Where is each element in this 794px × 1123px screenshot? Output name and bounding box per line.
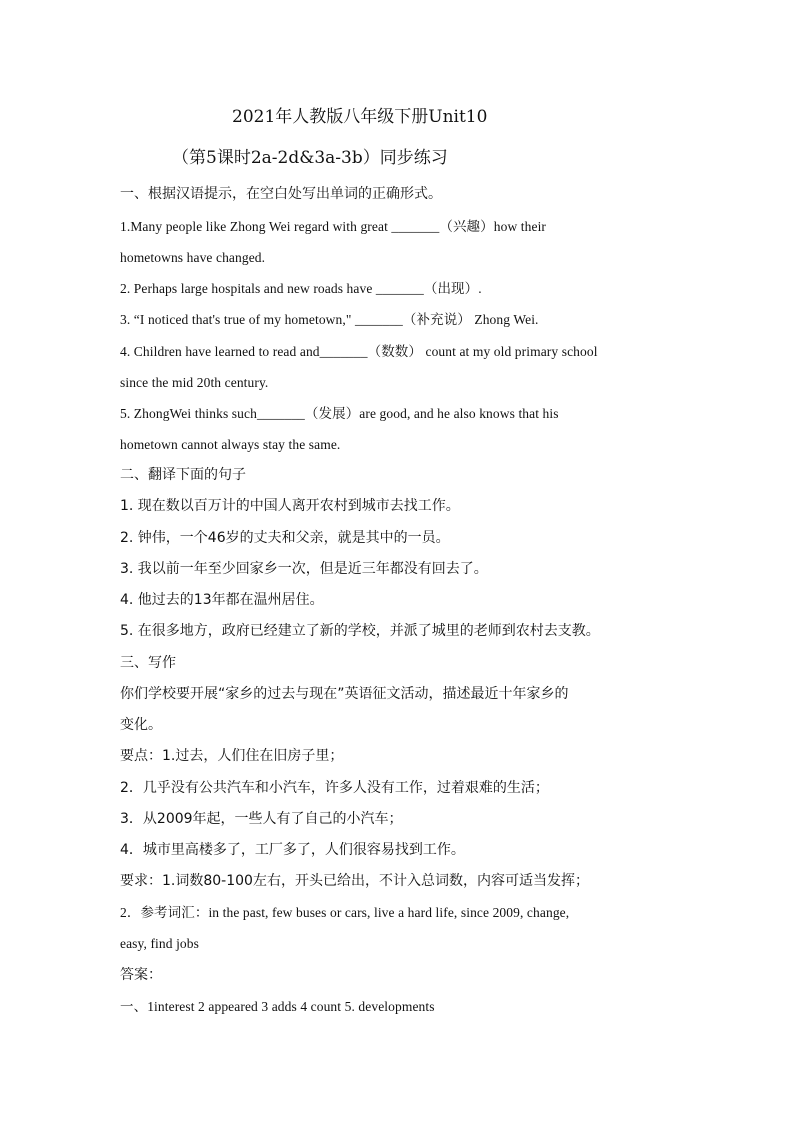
translation-sentence-5: 5. 在很多地方，政府已经建立了新的学校，并派了城里的老师到农村去支教。	[120, 623, 600, 639]
question-5-line-1: 5. ZhongWei thinks such_______（发展）are good, and he also knows that his	[120, 406, 559, 421]
section-3-heading: 三、写作	[120, 655, 176, 671]
answers-section-1: 一、1interest 2 appeared 3 adds 4 count 5. developments	[120, 999, 435, 1014]
answers-heading: 答案：	[120, 967, 162, 983]
question-4-line-2: since the mid 20th century.	[120, 375, 269, 390]
question-5-line-2: hometown cannot always stay the same.	[120, 437, 341, 452]
translation-sentence-1: 1. 现在数以百万计的中国人离开农村到城市去找工作。	[120, 498, 460, 514]
writing-point-4: 4．城市里高楼多了，工厂多了，人们很容易找到工作。	[120, 842, 465, 858]
question-1-line-1: 1.Many people like Zhong Wei regard with great _______（兴趣）how their	[120, 219, 547, 234]
question-3: 3. “I noticed that's true of my hometown," _______（补充说） Zhong Wei.	[120, 312, 539, 327]
question-4-line-1: 4. Children have learned to read and_______（数数） count at my old primary school	[120, 344, 598, 359]
writing-prompt-line-2: 变化。	[120, 717, 162, 733]
writing-requirement-2-line-1: 2．参考词汇：in the past, few buses or cars, live a hard life, since 2009, change,	[120, 905, 570, 920]
translation-sentence-4: 4. 他过去的13年都在温州居住。	[120, 592, 324, 608]
translation-sentence-2: 2. 钟伟，一个46岁的丈夫和父亲，就是其中的一员。	[120, 530, 450, 546]
writing-point-3: 3．从2009年起，一些人有了自己的小汽车；	[120, 811, 403, 827]
document-subtitle: （第5课时2a-2d&3a-3b）同步练习	[172, 148, 448, 168]
writing-point-2: 2．几乎没有公共汽车和小汽车，许多人没有工作，过着艰难的生活；	[120, 780, 549, 796]
section-1-heading: 一、根据汉语提示，在空白处写出单词的正确形式。	[120, 186, 442, 202]
writing-prompt-line-1: 你们学校要开展“家乡的过去与现在”英语征文活动，描述最近十年家乡的	[120, 686, 569, 702]
writing-requirement-2-line-2: easy, find jobs	[120, 936, 199, 951]
question-1-line-2: hometowns have changed.	[120, 250, 266, 265]
section-2-heading: 二、翻译下面的句子	[120, 467, 246, 483]
writing-point-1: 要点：1.过去，人们住在旧房子里；	[120, 748, 344, 764]
translation-sentence-3: 3. 我以前一年至少回家乡一次，但是近三年都没有回去了。	[120, 561, 488, 577]
writing-requirement-1: 要求：1.词数80-100左右，开头已给出，不计入总词数，内容可适当发挥；	[120, 873, 589, 889]
question-2: 2. Perhaps large hospitals and new roads have _______（出现）.	[120, 281, 482, 296]
document-title: 2021年人教版八年级下册Unit10	[232, 107, 488, 127]
